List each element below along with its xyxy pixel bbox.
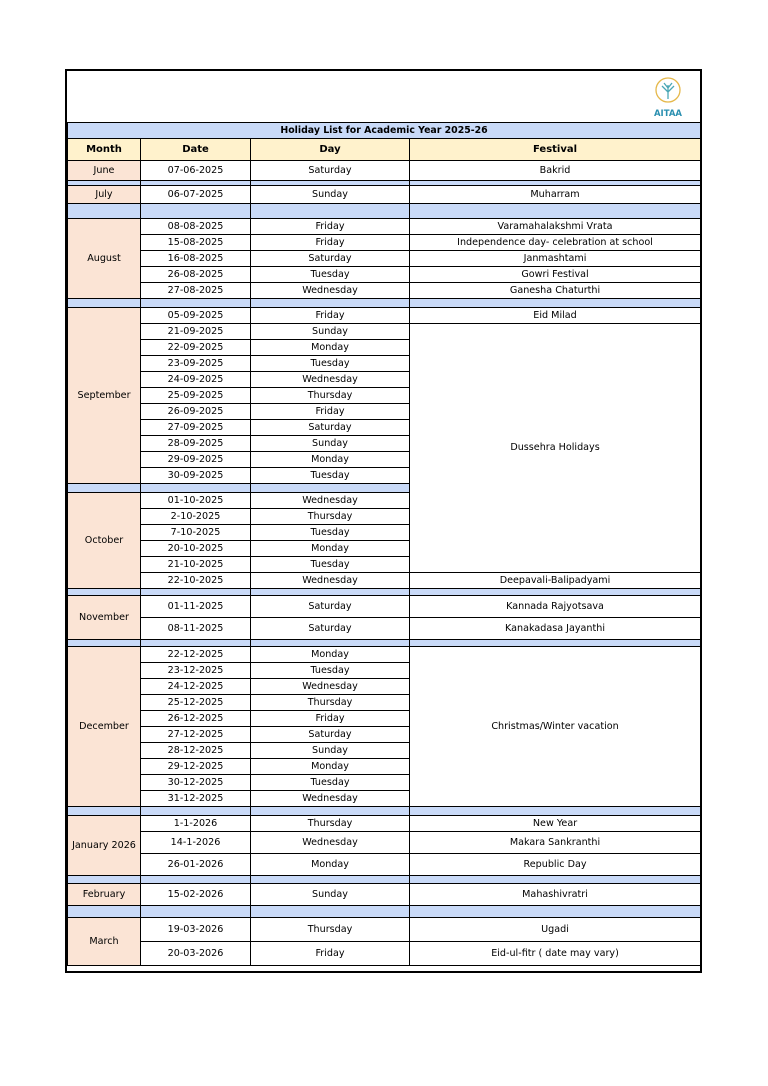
separator-cell <box>410 204 701 219</box>
date-cell: 30-12-2025 <box>141 775 251 791</box>
separator-cell <box>410 299 701 308</box>
day-cell: Saturday <box>251 251 410 267</box>
table-row <box>68 596 701 618</box>
date-cell: 05-09-2025 <box>141 308 251 324</box>
date-cell: 26-09-2025 <box>141 404 251 420</box>
date-cell: 26-01-2026 <box>141 854 251 876</box>
date-cell: 21-09-2025 <box>141 324 251 340</box>
separator-cell <box>141 484 251 493</box>
table-row <box>68 884 701 906</box>
date-cell: 30-09-2025 <box>141 468 251 484</box>
header-row <box>68 139 701 161</box>
day-cell: Friday <box>251 308 410 324</box>
date-cell: 20-10-2025 <box>141 541 251 557</box>
day-cell: Thursday <box>251 816 410 832</box>
date-cell: 14-1-2026 <box>141 832 251 854</box>
day-cell: Friday <box>251 942 410 966</box>
table-row <box>68 251 701 267</box>
day-cell: Wednesday <box>251 791 410 807</box>
separator-cell <box>141 640 251 647</box>
date-cell: 29-09-2025 <box>141 452 251 468</box>
day-cell: Tuesday <box>251 557 410 573</box>
month-cell: January 2026 <box>68 816 141 876</box>
separator-cell <box>251 484 410 493</box>
separator-cell <box>410 589 701 596</box>
date-cell: 22-12-2025 <box>141 647 251 663</box>
date-cell: 1-1-2026 <box>141 816 251 832</box>
day-cell: Friday <box>251 235 410 251</box>
day-cell: Monday <box>251 541 410 557</box>
date-cell: 31-12-2025 <box>141 791 251 807</box>
date-cell: 28-12-2025 <box>141 743 251 759</box>
separator-row <box>68 876 701 884</box>
day-cell: Sunday <box>251 884 410 906</box>
separator-cell <box>251 589 410 596</box>
holiday-table <box>67 122 701 966</box>
separator-row <box>68 807 701 816</box>
table-title: Holiday List for Academic Year 2025-26 <box>68 123 701 139</box>
day-cell: Wednesday <box>251 493 410 509</box>
day-cell: Sunday <box>251 436 410 452</box>
day-cell: Tuesday <box>251 775 410 791</box>
table-row <box>68 573 701 589</box>
separator-cell <box>68 299 141 308</box>
day-cell: Monday <box>251 340 410 356</box>
separator-cell <box>251 876 410 884</box>
column-header: Date <box>141 139 251 161</box>
table-row <box>68 854 701 876</box>
festival-cell: Kanakadasa Jayanthi <box>410 618 701 640</box>
logo-text: AITAA <box>653 109 683 119</box>
day-cell: Thursday <box>251 695 410 711</box>
day-cell: Monday <box>251 759 410 775</box>
separator-cell <box>410 640 701 647</box>
day-cell: Saturday <box>251 618 410 640</box>
festival-span-cell: Dussehra Holidays <box>410 324 701 573</box>
month-cell: November <box>68 596 141 640</box>
logo-area <box>67 71 700 122</box>
separator-row <box>68 906 701 918</box>
column-header: Month <box>68 139 141 161</box>
separator-cell <box>141 299 251 308</box>
separator-cell <box>410 876 701 884</box>
date-cell: 7-10-2025 <box>141 525 251 541</box>
festival-cell: Eid Milad <box>410 308 701 324</box>
festival-cell: Janmashtami <box>410 251 701 267</box>
table-row <box>68 324 701 340</box>
separator-cell <box>251 299 410 308</box>
date-cell: 01-11-2025 <box>141 596 251 618</box>
separator-cell <box>251 906 410 918</box>
festival-cell: Eid-ul-fitr ( date may vary) <box>410 942 701 966</box>
date-cell: 07-06-2025 <box>141 161 251 181</box>
festival-cell: Ganesha Chaturthi <box>410 283 701 299</box>
date-cell: 16-08-2025 <box>141 251 251 267</box>
separator-cell <box>251 640 410 647</box>
festival-cell: New Year <box>410 816 701 832</box>
date-cell: 25-09-2025 <box>141 388 251 404</box>
day-cell: Saturday <box>251 420 410 436</box>
festival-cell: Muharram <box>410 186 701 204</box>
festival-cell: Republic Day <box>410 854 701 876</box>
date-cell: 28-09-2025 <box>141 436 251 452</box>
date-cell: 23-12-2025 <box>141 663 251 679</box>
date-cell: 15-02-2026 <box>141 884 251 906</box>
date-cell: 29-12-2025 <box>141 759 251 775</box>
date-cell: 01-10-2025 <box>141 493 251 509</box>
school-logo <box>650 75 686 119</box>
date-cell: 20-03-2026 <box>141 942 251 966</box>
separator-cell <box>251 807 410 816</box>
festival-cell: Independence day- celebration at school <box>410 235 701 251</box>
date-cell: 08-08-2025 <box>141 219 251 235</box>
table-row <box>68 267 701 283</box>
day-cell: Monday <box>251 854 410 876</box>
day-cell: Friday <box>251 711 410 727</box>
festival-cell: Ugadi <box>410 918 701 942</box>
festival-cell: Kannada Rajyotsava <box>410 596 701 618</box>
holiday-sheet <box>65 69 702 973</box>
month-cell: June <box>68 161 141 181</box>
separator-row <box>68 640 701 647</box>
month-cell: October <box>68 493 141 589</box>
date-cell: 24-09-2025 <box>141 372 251 388</box>
separator-cell <box>68 589 141 596</box>
date-cell: 21-10-2025 <box>141 557 251 573</box>
table-row <box>68 219 701 235</box>
day-cell: Tuesday <box>251 663 410 679</box>
separator-cell <box>141 906 251 918</box>
month-cell: September <box>68 308 141 484</box>
date-cell: 25-12-2025 <box>141 695 251 711</box>
table-row <box>68 618 701 640</box>
table-row <box>68 186 701 204</box>
festival-cell: Gowri Festival <box>410 267 701 283</box>
separator-cell <box>68 204 141 219</box>
day-cell: Sunday <box>251 186 410 204</box>
column-header: Day <box>251 139 410 161</box>
separator-cell <box>141 589 251 596</box>
holiday-table-wrap <box>67 122 701 966</box>
table-row <box>68 235 701 251</box>
day-cell: Thursday <box>251 918 410 942</box>
day-cell: Tuesday <box>251 267 410 283</box>
separator-cell <box>68 807 141 816</box>
date-cell: 26-08-2025 <box>141 267 251 283</box>
column-header: Festival <box>410 139 701 161</box>
festival-span-cell: Christmas/Winter vacation <box>410 647 701 807</box>
day-cell: Wednesday <box>251 283 410 299</box>
day-cell: Tuesday <box>251 468 410 484</box>
day-cell: Friday <box>251 404 410 420</box>
day-cell: Friday <box>251 219 410 235</box>
day-cell: Tuesday <box>251 525 410 541</box>
day-cell: Saturday <box>251 727 410 743</box>
date-cell: 24-12-2025 <box>141 679 251 695</box>
table-row <box>68 283 701 299</box>
separator-cell <box>68 640 141 647</box>
separator-cell <box>141 876 251 884</box>
date-cell: 27-12-2025 <box>141 727 251 743</box>
date-cell: 23-09-2025 <box>141 356 251 372</box>
day-cell: Thursday <box>251 509 410 525</box>
separator-cell <box>410 807 701 816</box>
table-row <box>68 816 701 832</box>
festival-cell: Mahashivratri <box>410 884 701 906</box>
separator-cell <box>141 807 251 816</box>
day-cell: Tuesday <box>251 356 410 372</box>
day-cell: Wednesday <box>251 573 410 589</box>
date-cell: 2-10-2025 <box>141 509 251 525</box>
date-cell: 19-03-2026 <box>141 918 251 942</box>
table-row <box>68 647 701 663</box>
title-row <box>68 123 701 139</box>
separator-row <box>68 589 701 596</box>
day-cell: Thursday <box>251 388 410 404</box>
date-cell: 06-07-2025 <box>141 186 251 204</box>
festival-cell: Bakrid <box>410 161 701 181</box>
separator-cell <box>68 484 141 493</box>
table-row <box>68 832 701 854</box>
festival-cell: Varamahalakshmi Vrata <box>410 219 701 235</box>
month-cell: March <box>68 918 141 966</box>
day-cell: Saturday <box>251 596 410 618</box>
day-cell: Monday <box>251 452 410 468</box>
day-cell: Wednesday <box>251 832 410 854</box>
table-row <box>68 161 701 181</box>
date-cell: 22-09-2025 <box>141 340 251 356</box>
table-row <box>68 308 701 324</box>
month-cell: December <box>68 647 141 807</box>
month-cell: February <box>68 884 141 906</box>
date-cell: 15-08-2025 <box>141 235 251 251</box>
date-cell: 27-09-2025 <box>141 420 251 436</box>
day-cell: Wednesday <box>251 372 410 388</box>
month-cell: August <box>68 219 141 299</box>
day-cell: Sunday <box>251 743 410 759</box>
date-cell: 26-12-2025 <box>141 711 251 727</box>
date-cell: 22-10-2025 <box>141 573 251 589</box>
day-cell: Saturday <box>251 161 410 181</box>
date-cell: 08-11-2025 <box>141 618 251 640</box>
date-cell: 27-08-2025 <box>141 283 251 299</box>
separator-cell <box>68 876 141 884</box>
separator-row <box>68 204 701 219</box>
day-cell: Wednesday <box>251 679 410 695</box>
separator-cell <box>251 204 410 219</box>
month-cell: July <box>68 186 141 204</box>
separator-cell <box>410 906 701 918</box>
table-row <box>68 942 701 966</box>
separator-cell <box>141 204 251 219</box>
separator-cell <box>68 906 141 918</box>
festival-cell: Deepavali-Balipadyami <box>410 573 701 589</box>
festival-cell: Makara Sankranthi <box>410 832 701 854</box>
day-cell: Monday <box>251 647 410 663</box>
table-row <box>68 918 701 942</box>
day-cell: Sunday <box>251 324 410 340</box>
separator-row <box>68 299 701 308</box>
